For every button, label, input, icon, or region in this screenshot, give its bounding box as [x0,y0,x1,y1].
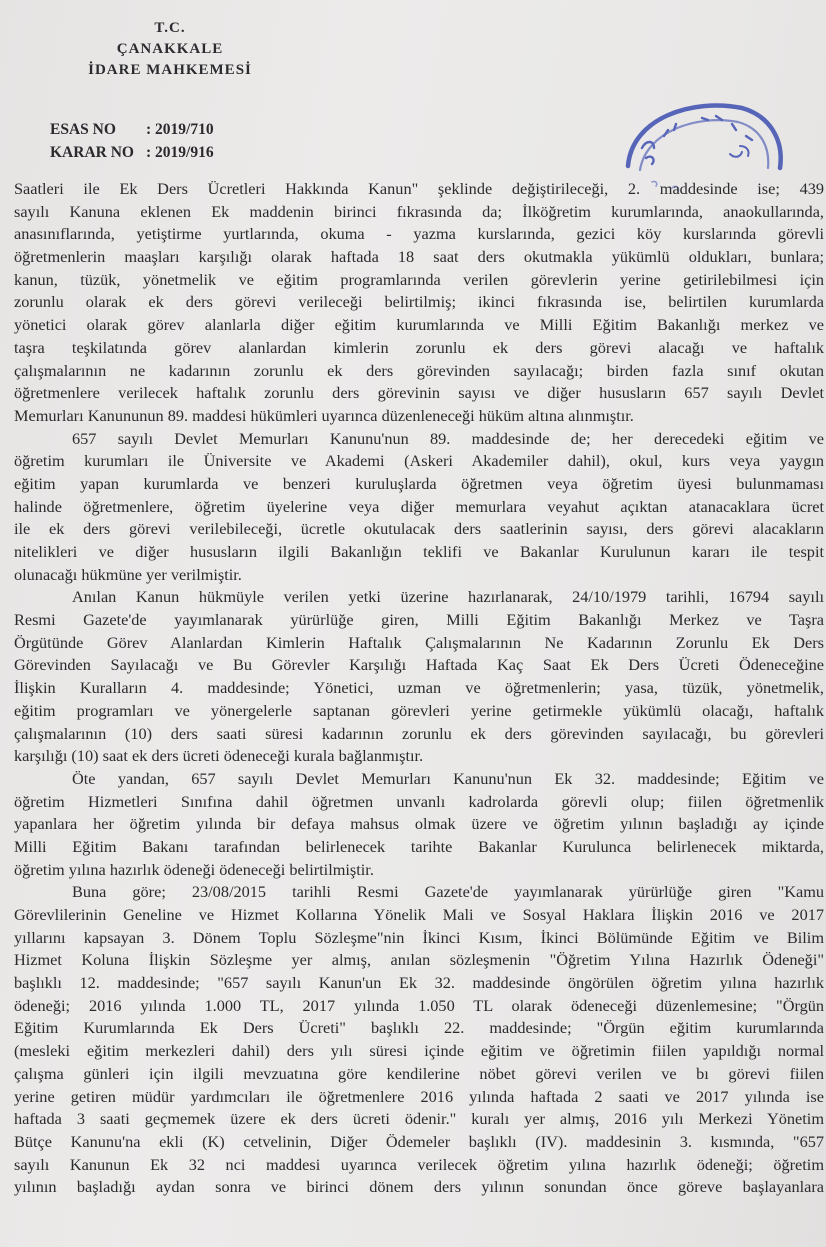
text-line: haftada 3 saati geçmemek üzere ek ders ücreti ödenir." kuralı yer almış, 2016 yılı Merkezi Yönetim [14,1109,824,1129]
text-line: anasınıflarında, yetiştirme yurtlarında, okuma - yazma kurslarında, gezici köy kurslarında görevli [14,224,824,244]
text-line: Eğitim Kurumlarında Ek Ders Ücreti" başlıklı 22. maddesinde; "Örgün eğitim kurumlarında [14,1018,824,1038]
document-body-text [14,178,824,1199]
text-line: Memurları Kanununun 89. maddesi hükümleri uyarınca düzenleneceği hüküm altına alınmıştır. [14,405,634,425]
text-line: Görevlilerinin Geneline ve Hizmet Kollarına Yönelik Mali ve Sosyal Haklara İlişkin 2016 ve 2017 [14,905,824,924]
text-line: Resmi Gazete'de yayımlanarak yürürlüğe giren, Milli Eğitim Bakanlığı Merkez ve Taşra [14,610,824,630]
text-line: başlıklı 12. maddesinde; "657 sayılı Kanun'un Ek 32. maddesinde öngörülen öğretim yılına hazırlık [14,973,824,993]
text-line: öğretmenlere verilecek haftalık zorunlu ders görevinin sayısı ve diğer hususların 657 sayılı Devlet [14,383,824,403]
text-line: nitelikleri ve diğer hususların ilgili Bakanlığın teklifi ve Bakanlar Kurulunun kararı ile tespit [14,542,824,561]
text-line: Bütçe Kanunu'na ekli (K) cetvelinin, Diğer Ödemeler başlıklı (IV). maddesinin 3. kısmında, "657 [14,1131,824,1151]
text-line: öğretim yılına hazırlık ödeneği ödeneceği belirtilmiştir. [14,859,374,879]
text-line: sayılı Kanuna eklenen Ek maddenin birinci fıkrasında da; İlköğretim kurumlarında, anaokullarında, [14,201,824,221]
text-line: Saatleri ile Ek Ders Ücretleri Hakkında Kanun" şeklinde değiştirileceği, 2. maddesinde ise; 439 [14,179,824,198]
text-line: karşılığı (10) saat ek ders ücreti ödeneceği kurala bağlanmıştır. [14,746,424,766]
text-line: yapanlara her öğretim yılında bir defaya mahsus olmak üzere ve öğretim yılının başladığı ay içinde [14,814,824,834]
text-line: eğitim yapan kurumlarda ve benzeri kuruluşlarda öğretmen veya öğretim üyesi bulunmaması [14,473,824,493]
header-tc: T.C. [154,20,186,36]
text-line: Örgütünde Görev Alanlardan Kimlerin Haftalık Çalışmalarının Ne Kadarının Zorunlu Ek Ders [14,632,824,652]
text-line: kanun, tüzük, yönetmelik ve eğitim programlarında verilen görevlerin yerine getirilebilmesi için [14,269,824,289]
esas-row [50,118,214,141]
esas-value: : 2019/710 [146,121,214,138]
text-line: Görevinden Sayılacağı ve Bu Görevler Karşılığı Haftada Kaç Saat Ek Ders Ücreti Ödeneceğine [14,655,824,675]
text-line: Milli Eğitim Bakanı tarafından belirlenecek tarihte Bakanlar Kurulunca belirlenecek miktarda, [14,836,824,856]
text-line: yılının başladığı aydan sonra ve birinci dönem ders yılının sonundan önce göreve başlayanlara [14,1177,824,1197]
text-line: çalışmalarının (10) ders saati süresi kadarının zorunlu ek ders görevinden sayılacağı, bu görevleri [14,723,824,743]
text-line: yönetici olarak görev alanlarla diğer eğitim kurumlarında ve Milli Eğitim Bakanlığı merkez ve [14,315,824,335]
karar-value: : 2019/916 [146,144,214,161]
text-line: Hizmet Koluna İlişkin Sözleşme yer almış, anılan sözleşmenin "Öğretim Yılına Hazırlık Ödeneği" [14,950,824,970]
case-meta [50,118,214,164]
text-line: (mesleki eğitim merkezleri dahil) ders yılı süresi içinde eğitim ve öğretimin fiilen yapıldığı normal [14,1041,824,1061]
text-line: öğretim Hizmetleri Sınıfına dahil öğretmen unvanlı kadrolarda görevli olup; fiilen öğretmenlik [14,791,824,811]
text-line: öğretmenlerin maaşları karşılığı olarak haftada 18 saat ders okutmakla yükümlü oldukları, bunlara; [14,247,824,267]
text-line: öğretim kurumları ile Üniversite ve Akademi (Askeri Akademiler dahil), okul, kurs veya yaygın [14,451,824,471]
karar-row [50,141,214,164]
text-line: Anılan Kanun hükmüyle verilen yetki üzerine hazırlanarak, 24/10/1979 tarihli, 16794 sayılı [72,587,824,607]
text-line: ile ek ders görevi verilebileceği, ücretle okutulacak ders saatlerinin sayısı, ders görevi alacakların [14,519,824,539]
text-line: eğitim programları ve yönergelerle saptanan görevleri yerine getirmekle yükümlü olacağı, haftalık [14,700,824,720]
text-line: olunacağı hükmüne yer verilmiştir. [14,564,242,584]
header-court: İDARE MAHKEMESİ [88,62,252,78]
text-line: yıllarını kapsayan 3. Dönem Toplu Sözleşme"nin İkinci Kısım, İkinci Bölümünde Eğitim ve Bilim [14,927,824,947]
text-line: yerine getiren müdür yardımcıları ile öğretmenlere 2016 yılında haftada 2 saati ve 2017 yılında ise [14,1086,824,1106]
text-line: 657 sayılı Devlet Memurları Kanunu'nun 89. maddesinde de; her derecedeki eğitim ve [72,428,824,448]
court-header [70,18,270,81]
karar-label: KARAR NO [50,144,134,161]
text-line: taşra teşkilatında görev alanlardan kimlerin zorunlu ek ders görevi alacağı ve haftalık [14,337,824,357]
text-line: ödeneği; 2016 yılında 1.000 TL, 2017 yılında 1.050 TL olarak ödeneceği düzenlemesine; "Örgün [14,995,824,1015]
text-line: Buna göre; 23/08/2015 tarihli Resmi Gazete'de yayımlanarak yürürlüğe giren "Kamu [72,882,824,902]
esas-label: ESAS NO [50,121,116,138]
text-line: zorunlu olarak ek ders görevi verileceği belirtilmiş; ikinci fıkrasında ise, belirtilen kurumlarda [14,292,824,312]
text-line: Öte yandan, 657 sayılı Devlet Memurları Kanunu'nun Ek 32. maddesinde; Eğitim ve [72,768,824,788]
text-line: çalışma günleri için ilgili mevzuatına göre kendilerine nöbet görevi verilen ve bı görevi fiilen [14,1063,824,1083]
text-line: halinde öğretmenlere, öğretim üyelerine veya diğer memurlara veyahut açıktan atanacaklara ücret [14,496,824,516]
header-city: ÇANAKKALE [116,41,224,57]
text-line: İlişkin Kuralların 4. maddesinde; Yönetici, uzman ve öğretmenlerin; yasa, tüzük, yönetmelik, [14,678,824,698]
text-line: sayılı Kanunun Ek 32 nci maddesi uyarınca verilecek öğretim yılına hazırlık ödeneği; öğretim [14,1154,824,1174]
text-line: çalışmalarının ne kadarının zorunlu ek ders görevinden sayılacağı; birden fazla sınıf okutan [14,360,824,380]
